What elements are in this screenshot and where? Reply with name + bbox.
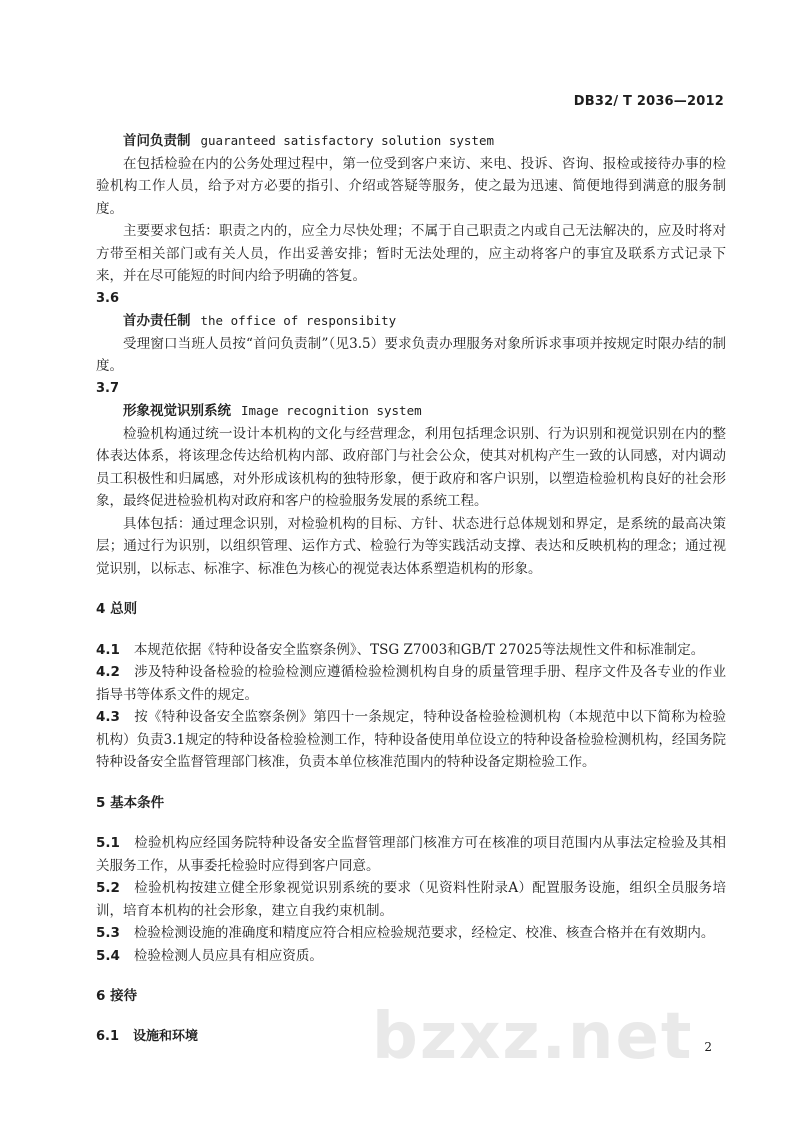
document-body <box>96 130 726 1048</box>
term-paragraph: 检验机构通过统一设计本机构的文化与经营理念，利用包括理念识别、行为识别和视觉识别在内的整体表达体系，将该理念传达给机构内部、政府部门与社会公众，使其对机构产生一致的认同感，对内调动员工积极性和归属感，对外形成该机构的独特形象，便于政府和客户识别，以塑造检验机构良好的社会形象，最终促进检验机构对政府和客户的检验服务发展的系统工程。 <box>96 425 726 509</box>
term-title-en: the office of responsibity <box>200 313 397 328</box>
clause-text: 检验机构按建立健全形象视觉识别系统的要求（见资料性附录A）配置服务设施，组织全员服务培训，培育本机构的社会形象，建立自我约束机制。 <box>96 880 726 919</box>
clause-number: 4.3 <box>96 709 120 725</box>
clause-text: 检验检测设施的准确度和精度应符合相应检验规范要求，经检定、校准、核查合格并在有效期内。 <box>133 925 715 941</box>
term-number: 3.7 <box>96 380 120 396</box>
clause-number: 4.1 <box>96 641 120 658</box>
term-title-en: guaranteed satisfactory solution system <box>200 133 494 148</box>
section-heading: 5 基本条件 <box>96 794 165 811</box>
term-title-zh: 首办责任制 <box>123 313 191 329</box>
term-block <box>96 378 726 581</box>
clause <box>96 661 726 706</box>
clause-number: 4.2 <box>96 664 120 680</box>
standard-code: DB32/ T 2036—2012 <box>573 94 724 109</box>
term-paragraph: 在包括检验在内的公务处理过程中，第一位受到客户来访、来电、投诉、咨询、报检或接待办事的检验机构工作人员，给予对方必要的指引、介绍或答疑等服务，使之最为迅速、简便地得到满意的服务制度。 <box>96 155 726 217</box>
clause <box>96 877 726 922</box>
clause-number: 5.3 <box>96 925 120 941</box>
section-heading: 6 接待 <box>96 988 138 1004</box>
page-number: 2 <box>704 1040 712 1054</box>
clause <box>96 706 726 774</box>
watermark-logo: bzxz.net <box>372 1000 694 1074</box>
clause-text: 本规范依据《特种设备安全监察条例》、TSG Z7003和GB/T 27025等法规性文件和标准制定。 <box>133 641 705 658</box>
term-block <box>96 130 726 288</box>
clause <box>96 639 726 662</box>
clause <box>96 922 726 945</box>
clause-text: 按《特种设备安全监察条例》第四十一条规定，特种设备检验检测机构（本规范中以下简称为检验机构）负责3.1规定的特种设备检验检测工作，特种设备使用单位设立的特种设备检验检测机构，经国务院特种设备安全监督管理部门核准，负责本单位核准范围内的特种设备定期检验工作。 <box>96 709 726 770</box>
term-title-en: Image recognition system <box>241 403 422 418</box>
clause-text: 涉及特种设备检验的检验检测应遵循检验检测机构自身的质量管理手册、程序文件及各专业的作业指导书等体系文件的规定。 <box>96 664 726 703</box>
term-paragraph: 受理窗口当班人员按“首问负责制”（见3.5）要求负责办理服务对象所诉求事项并按规定时限办结的制度。 <box>96 335 726 374</box>
term-title <box>123 130 726 153</box>
clause-number: 6.1 <box>96 1028 120 1044</box>
clause-text: 检验机构应经国务院特种设备安全监督管理部门核准方可在核准的项目范围内从事法定检验及其相关服务工作，从事委托检验时应得到客户同意。 <box>96 835 726 874</box>
term-title-zh: 首问负责制 <box>123 133 191 149</box>
term-number: 3.6 <box>96 290 120 306</box>
clause <box>96 945 726 968</box>
clause-number: 5.4 <box>96 947 120 964</box>
term-paragraph: 主要要求包括：职责之内的，应全力尽快处理；不属于自己职责之内或自己无法解决的，应及时将对方带至相关部门或有关人员，作出妥善安排；暂时无法处理的，应主动将客户的事宜及联系方式记录下来，并在尽可能短的时间内给予明确的答复。 <box>96 223 726 284</box>
term-paragraph: 具体包括：通过理念识别，对检验机构的目标、方针、状态进行总体规划和界定，是系统的最高决策层；通过行为识别，以组织管理、运作方式、检验行为等实践活动支撑、表达和反映机构的理念；通过视觉识别，以标志、标准字、标准色为核心的视觉表达体系塑造机构的形象。 <box>96 515 726 577</box>
clause <box>96 832 726 877</box>
clause-number: 5.2 <box>96 880 120 896</box>
section-heading: 4 总则 <box>96 601 138 617</box>
clause-text: 检验检测人员应具有相应资质。 <box>133 947 323 964</box>
term-title-zh: 形象视觉识别系统 <box>123 403 231 419</box>
term-title <box>123 310 726 333</box>
clause-text: 设施和环境 <box>133 1028 199 1044</box>
term-block <box>96 288 726 378</box>
clause-number: 5.1 <box>96 835 120 851</box>
term-title <box>123 400 726 423</box>
